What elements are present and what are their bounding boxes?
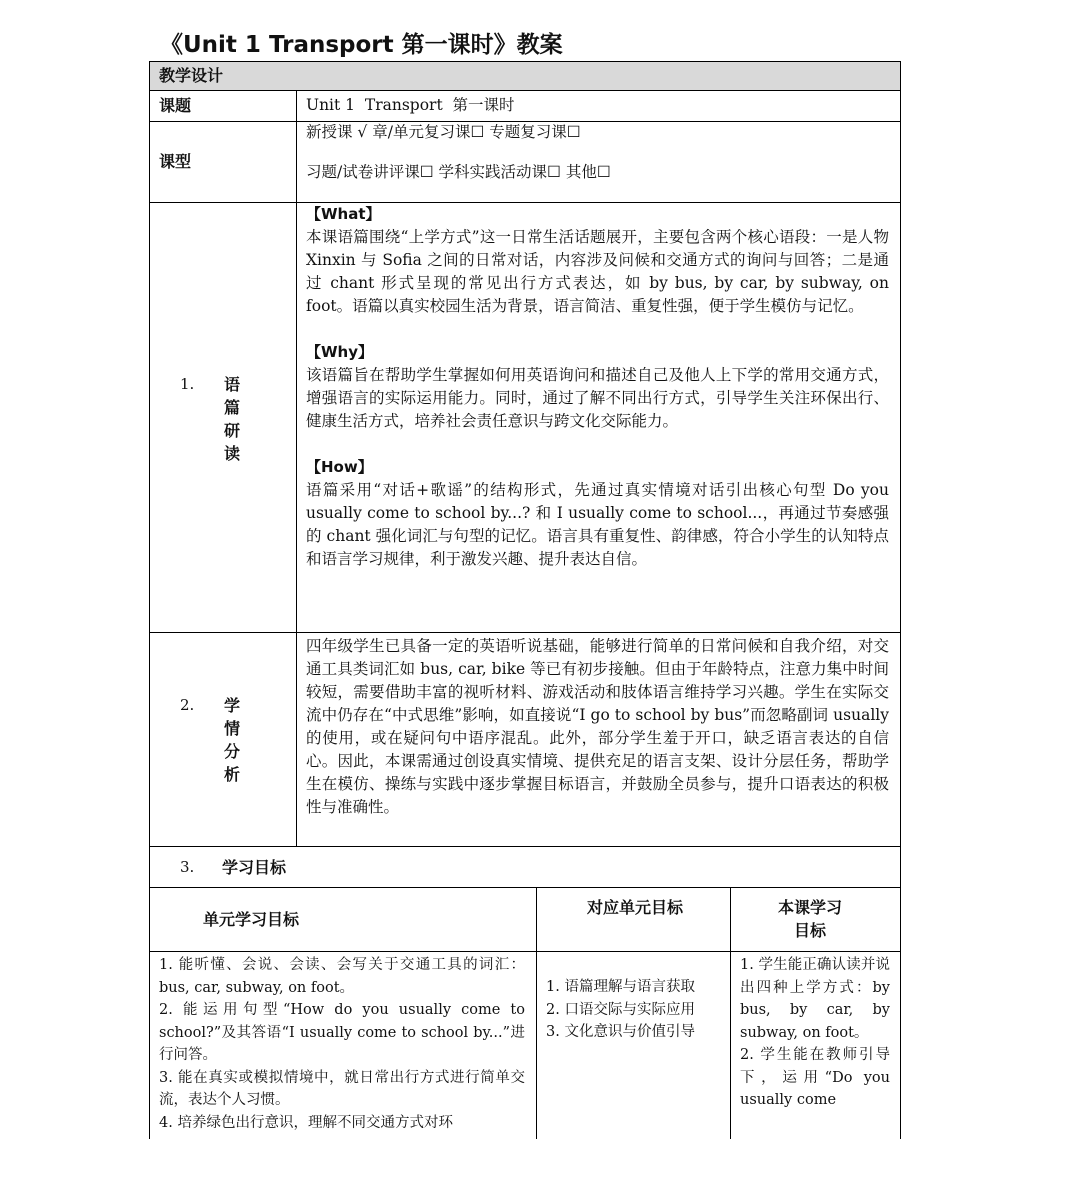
learner-analysis-text: 四年级学生已具备一定的英语听说基础，能够进行简单的日常问候和自我介绍，对交通工具类词汇如 bus, car, bike 等已有初步接触。但由于年龄特点，注意力集中时间较短，需要借助丰富的视听材料、游戏活动和肢体语言维持学习兴趣。学生在实际交流中仍存在“中式思维”影响，如直接说“I go to school by bus”而忽略副词 usually 的使用，或在疑问句中语序混乱。此外，部分学生羞于开口，缺乏语言表达的自信心。因此，本课需通过创设真实情境、提供充足的语言支架、设计分层任务，帮助学生在模仿、操练与实践中逐步掌握目标语言，并鼓励全员参与，提升口语表达的积极性与准确性。 — [306, 637, 889, 816]
document-title: 《Unit 1 Transport 第一课时》教案 — [160, 32, 563, 58]
unit-objective-item: 4. 培养绿色出行意识，理解不同交通方式对环 — [159, 1114, 453, 1131]
corresponding-objectives-list — [546, 976, 722, 1044]
lesson-type-label: 课型 — [159, 152, 192, 171]
section-header-row — [150, 62, 900, 90]
section-header-label: 教学设计 — [159, 66, 224, 85]
corresponding-objectives-header: 对应单元目标 — [586, 898, 683, 917]
row-divider — [149, 887, 901, 888]
row-divider — [149, 951, 901, 952]
how-tag: 【How】 — [306, 458, 373, 476]
unit-objective-item: 2. 能运用句型“How do you usually come to school?”及其答语“I usually come to school by...”进行问答。 — [159, 1002, 525, 1063]
corresponding-objective-item: 3. 文化意识与价值引导 — [546, 1024, 695, 1040]
topic-label: 课题 — [159, 96, 192, 115]
text-study-label: 语篇研读 — [223, 375, 240, 463]
row-divider — [149, 90, 901, 91]
topic-value: Unit 1 Transport 第一课时 — [306, 96, 515, 114]
lesson-objectives-header: 本课学习目标 — [777, 898, 842, 940]
objectives-label: 学习目标 — [222, 858, 287, 877]
column-divider — [536, 887, 537, 1139]
corresponding-objective-item: 2. 口语交际与实际应用 — [546, 1001, 695, 1018]
column-divider — [296, 90, 297, 846]
unit-objective-item: 1. 能听懂、会说、会读、会写关于交通工具的词汇：bus, car, subway, on foot。 — [159, 957, 525, 996]
lesson-objective-item: 2. 学生能在教师引导下，运用“Do you usually come — [740, 1047, 890, 1108]
objectives-number: 3. — [180, 858, 195, 876]
unit-objective-item: 3. 能在真实或模拟情境中，就日常出行方式进行简单交流，表达个人习惯。 — [159, 1069, 525, 1108]
column-divider — [730, 887, 731, 1139]
text-study-content — [306, 203, 889, 571]
lesson-objective-item: 1. 学生能正确认读并说出四种上学方式：by bus, by car, by subway, on foot。 — [740, 957, 890, 1041]
learner-analysis-label: 学情分析 — [223, 696, 240, 784]
row-divider — [149, 632, 901, 633]
unit-objectives-list — [159, 954, 525, 1139]
lesson-type-options-line1: 新授课 √ 章/单元复习课☐ 专题复习课☐ — [306, 123, 581, 141]
lesson-type-options-line2: 习题/试卷讲评课☐ 学科实践活动课☐ 其他☐ — [306, 163, 611, 181]
text-study-number: 1. — [180, 375, 195, 393]
lesson-objectives-list — [740, 954, 890, 1139]
why-paragraph: 该语篇旨在帮助学生掌握如何用英语询问和描述自己及他人上下学的常用交通方式，增强语言的实际运用能力。同时，通过了解不同出行方式，引导学生关注环保出行、健康生活方式，培养社会责任意识与跨文化交际能力。 — [306, 366, 889, 430]
unit-objectives-header: 单元学习目标 — [203, 910, 300, 929]
corresponding-objective-item: 1. 语篇理解与语言获取 — [546, 979, 695, 995]
why-tag: 【Why】 — [306, 343, 374, 361]
row-divider — [149, 846, 901, 847]
how-paragraph: 语篇采用“对话+歌谣”的结构形式，先通过真实情境对话引出核心句型 Do you usually come to school by...? 和 I usually come to school...，再通过节奏感强的 chant 强化词汇与句型的记忆。语言具有重复性、韵律感，符合小学生的认知特点和语言学习规律，利于激发兴趣、提升表达自信。 — [306, 481, 889, 568]
what-paragraph: 本课语篇围绕“上学方式”这一日常生活话题展开，主要包含两个核心语段：一是人物 Xinxin 与 Sofia 之间的日常对话，内容涉及问候和交通方式的询问与回答；二是通过 chant 形式呈现的常见出行方式表达，如 by bus, by car, by subway, on foot。语篇以真实校园生活为背景，语言简洁、重复性强，便于学生模仿与记忆。 — [306, 228, 889, 315]
learner-analysis-number: 2. — [180, 696, 195, 714]
what-tag: 【What】 — [306, 205, 381, 223]
